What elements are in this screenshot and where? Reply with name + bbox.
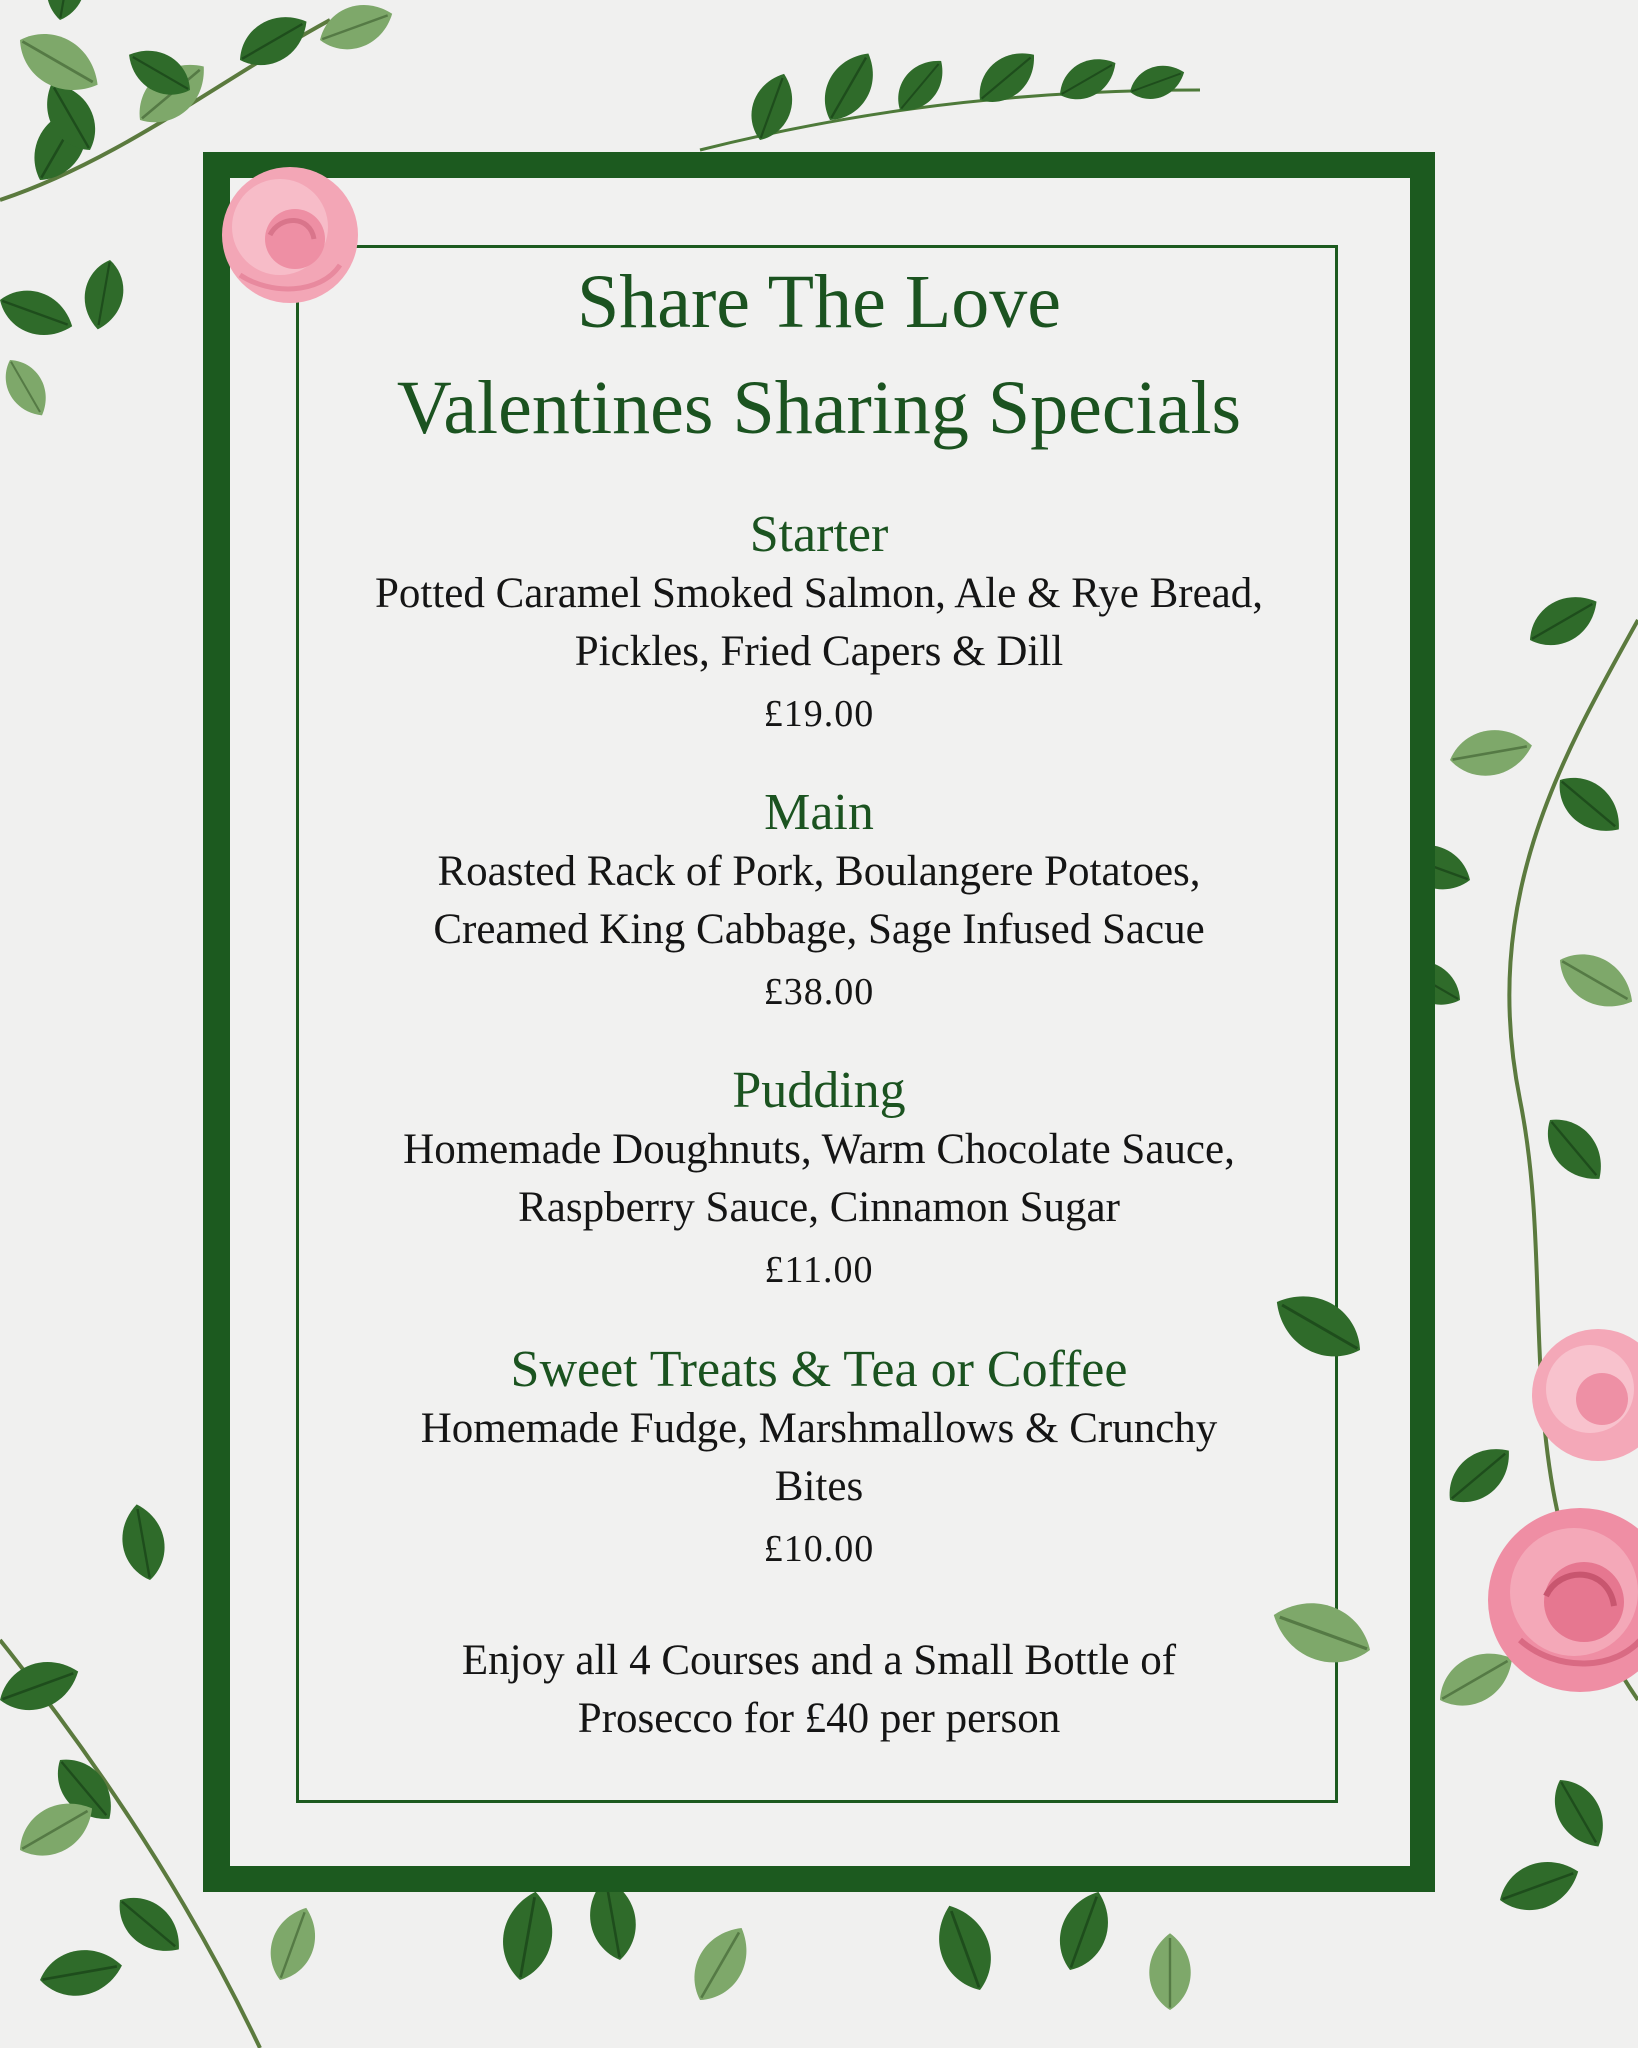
title-line-1: Share The Love <box>577 260 1061 344</box>
section-price: £38.00 <box>763 971 875 1013</box>
section-heading: Starter <box>749 506 889 563</box>
section-price: £19.00 <box>763 693 875 735</box>
section-sweet-treats <box>300 1340 1338 1574</box>
section-price: £10.00 <box>763 1528 875 1570</box>
offer-line: Prosecco for £40 per person <box>577 1695 1061 1742</box>
section-description: Pickles, Fried Capers & Dill <box>574 628 1064 675</box>
offer-line: Enjoy all 4 Courses and a Small Bottle of <box>461 1637 1177 1684</box>
section-description: Homemade Fudge, Marshmallows & Crunchy <box>420 1405 1218 1452</box>
section-description: Potted Caramel Smoked Salmon, Ale & Rye Bread, <box>374 570 1263 617</box>
section-starter <box>300 505 1338 739</box>
rose-icon <box>1488 1508 1638 1692</box>
section-description: Bites <box>774 1463 864 1510</box>
section-pudding <box>300 1061 1338 1295</box>
section-main <box>300 783 1338 1017</box>
section-heading: Pudding <box>732 1062 906 1119</box>
section-description: Roasted Rack of Pork, Boulangere Potatoes, <box>437 848 1201 895</box>
section-description: Creamed King Cabbage, Sage Infused Sacue <box>433 906 1205 953</box>
section-description: Raspberry Sauce, Cinnamon Sugar <box>518 1184 1120 1231</box>
section-description: Homemade Doughnuts, Warm Chocolate Sauce, <box>403 1126 1235 1173</box>
offer-note <box>300 1632 1338 1748</box>
title-line-2: Valentines Sharing Specials <box>396 366 1242 450</box>
menu-content <box>300 245 1338 461</box>
section-price: £11.00 <box>764 1249 874 1291</box>
section-heading: Sweet Treats & Tea or Coffee <box>510 1341 1128 1398</box>
rose-icon <box>1532 1329 1638 1461</box>
section-heading: Main <box>764 784 874 841</box>
